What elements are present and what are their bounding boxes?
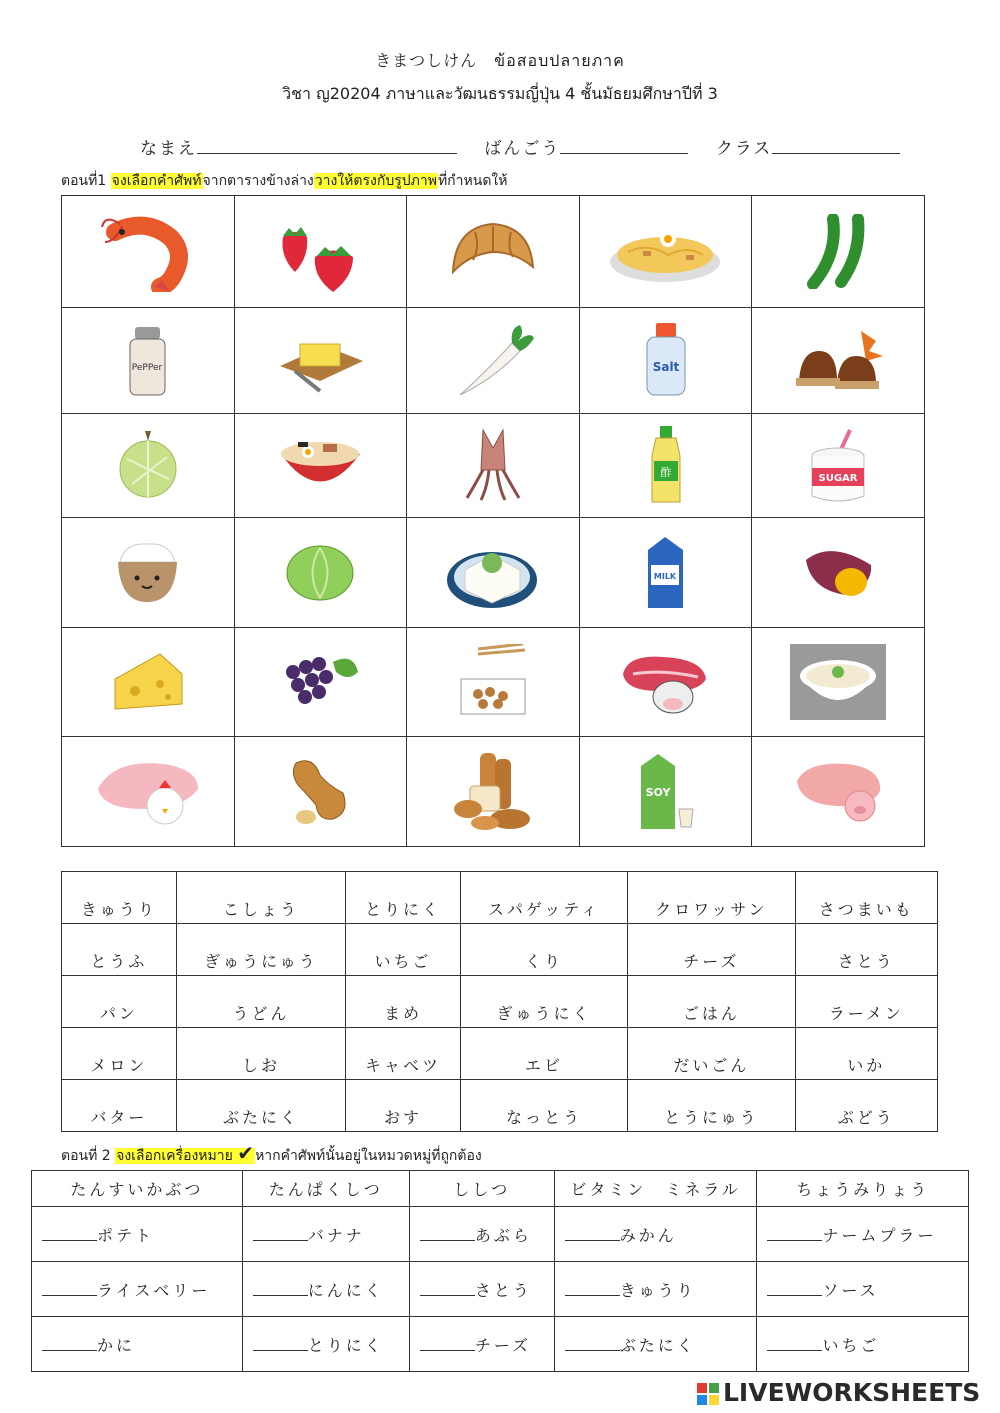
item-text: ナームプラー [822, 1225, 937, 1245]
soy-milk-icon [633, 751, 698, 831]
squid-icon [463, 428, 523, 503]
item-text: さとう [474, 1280, 532, 1300]
picture-cell[interactable] [62, 196, 235, 308]
word-cell[interactable]: さとう [795, 924, 937, 976]
category-header: ししつ [409, 1171, 554, 1207]
word-cell[interactable]: ごはん [628, 976, 796, 1028]
answer-blank[interactable] [253, 1281, 308, 1296]
picture-grid [61, 195, 925, 847]
picture-cell[interactable] [234, 196, 407, 308]
table-row [62, 924, 938, 976]
part1-prefix: ตอนที่1 [61, 173, 111, 189]
part2-highlight-text: จงเลือกเครื่องหมาย [116, 1148, 233, 1164]
picture-cell[interactable] [62, 517, 235, 627]
picture-cell[interactable] [234, 517, 407, 627]
picture-cell[interactable] [752, 517, 925, 627]
salt-label: Salt [652, 360, 679, 374]
table-row [62, 1028, 938, 1080]
student-info-row [140, 134, 920, 159]
answer-blank[interactable] [420, 1281, 475, 1296]
picture-cell[interactable] [579, 517, 752, 627]
picture-cell[interactable] [62, 308, 235, 413]
logo-text: LIVEWORKSHEETS [723, 1378, 981, 1407]
part2-prefix: ตอนที่ 2 [61, 1148, 116, 1164]
answer-blank[interactable] [253, 1336, 308, 1351]
vinegar-label: 酢 [660, 466, 672, 480]
grapes-icon [278, 652, 363, 712]
word-cell[interactable]: まめ [346, 976, 461, 1028]
category-item[interactable] [409, 1262, 554, 1317]
number-field[interactable] [560, 137, 688, 154]
picture-cell[interactable] [579, 413, 752, 517]
word-cell[interactable]: おす [346, 1080, 461, 1132]
category-item[interactable] [32, 1207, 243, 1262]
picture-cell[interactable] [234, 308, 407, 413]
item-text: かに [97, 1335, 136, 1355]
sugar-icon [808, 428, 868, 503]
item-text: きゅうり [619, 1280, 696, 1300]
table-row [32, 1262, 969, 1317]
answer-blank[interactable] [420, 1226, 475, 1241]
part1-highlight-2: วางให้ตรงกับรูปภาพ [314, 173, 437, 189]
category-item[interactable] [242, 1262, 409, 1317]
word-cell[interactable]: クロワッサン [628, 872, 796, 924]
picture-cell[interactable] [234, 628, 407, 736]
word-cell[interactable]: うどん [176, 976, 345, 1028]
croissant-icon [445, 212, 540, 292]
part1-instruction [61, 170, 507, 192]
milk-icon [643, 535, 688, 610]
soy-label: SOY [645, 786, 671, 800]
picture-cell[interactable] [407, 196, 580, 308]
word-cell[interactable]: ぎゅうにゅう [176, 924, 345, 976]
category-item[interactable] [242, 1207, 409, 1262]
liveworksheets-mark-icon [697, 1383, 719, 1405]
word-cell[interactable]: ぎゅうにく [460, 976, 627, 1028]
word-cell[interactable]: ラーメン [795, 976, 937, 1028]
class-label: クラス [715, 139, 773, 159]
word-cell[interactable]: だいごん [628, 1028, 796, 1080]
butter-icon [275, 326, 365, 396]
table-header-row [32, 1171, 969, 1207]
table-row [62, 976, 938, 1028]
chicken-icon [93, 754, 203, 829]
part1-highlight-1: จงเลือกคำศัพท์ [111, 173, 202, 189]
word-cell[interactable]: いか [795, 1028, 937, 1080]
pepper-icon [125, 325, 170, 397]
category-item[interactable] [554, 1262, 757, 1317]
liveworksheets-logo[interactable] [697, 1378, 980, 1407]
word-cell[interactable]: メロン [62, 1028, 177, 1080]
item-text: チーズ [474, 1335, 532, 1355]
page-title: きまつしけん ข้อสอบปลายภาค [375, 51, 625, 70]
answer-blank[interactable] [42, 1336, 97, 1351]
item-text: ライスベリー [97, 1280, 211, 1300]
picture-cell[interactable] [579, 308, 752, 413]
category-item[interactable] [409, 1317, 554, 1372]
category-item[interactable] [409, 1207, 554, 1262]
chestnut-icon [791, 326, 886, 396]
item-text: とりにく [307, 1335, 384, 1355]
daikon-icon [450, 323, 535, 398]
picture-cell[interactable] [752, 308, 925, 413]
sugar-label: SUGAR [818, 472, 858, 484]
word-cell[interactable]: パン [62, 976, 177, 1028]
category-header: たんすいかぶつ [32, 1171, 243, 1207]
word-cell[interactable]: しお [176, 1028, 345, 1080]
category-item[interactable] [757, 1207, 969, 1262]
pepper-label: PePPer [132, 362, 163, 373]
word-bank-table [61, 871, 938, 1132]
item-text: ソース [822, 1280, 879, 1300]
answer-blank[interactable] [253, 1226, 308, 1241]
word-cell[interactable]: とうにゅう [628, 1080, 796, 1132]
class-field[interactable] [772, 137, 900, 154]
picture-cell[interactable] [407, 517, 580, 627]
category-header: ちょうみりょう [757, 1171, 969, 1207]
picture-cell[interactable] [752, 628, 925, 736]
answer-blank[interactable] [42, 1226, 97, 1241]
cucumber-icon [803, 214, 873, 289]
category-item[interactable] [32, 1262, 243, 1317]
category-item[interactable] [554, 1207, 757, 1262]
category-table [31, 1170, 969, 1372]
word-cell[interactable]: いちご [346, 924, 461, 976]
sweet-potato-icon [801, 540, 876, 605]
category-header: たんぱくしつ [242, 1171, 409, 1207]
answer-blank[interactable] [767, 1226, 822, 1241]
item-text: バナナ [307, 1225, 365, 1245]
category-item[interactable] [757, 1317, 969, 1372]
name-label: なまえ [140, 139, 197, 159]
ramen-icon [278, 434, 363, 496]
picture-cell[interactable] [407, 308, 580, 413]
answer-blank[interactable] [767, 1336, 822, 1351]
item-text: にんにく [307, 1280, 384, 1300]
cabbage-icon [285, 543, 355, 603]
picture-cell[interactable] [579, 628, 752, 736]
picture-cell[interactable] [62, 413, 235, 517]
item-text: みかん [619, 1225, 677, 1245]
picture-cell[interactable] [407, 736, 580, 846]
word-cell[interactable]: さつまいも [795, 872, 937, 924]
category-item[interactable] [554, 1317, 757, 1372]
item-text: いちご [822, 1335, 880, 1355]
word-cell[interactable]: ぶたにく [176, 1080, 345, 1132]
beef-icon [618, 649, 713, 714]
part2-suffix: หากคำศัพท์นั้นอยู่ในหมวดหมู่ที่ถูกต้อง [255, 1148, 482, 1164]
word-cell[interactable]: チーズ [628, 924, 796, 976]
part2-highlight [115, 1141, 255, 1165]
table-row [62, 1080, 938, 1132]
category-item[interactable] [32, 1317, 243, 1372]
picture-cell[interactable] [62, 628, 235, 736]
part1-mid: จากตารางข้างล่าง [202, 173, 314, 189]
salt-icon [641, 323, 691, 398]
word-cell[interactable]: なっとう [460, 1080, 627, 1132]
melon-icon [117, 429, 179, 501]
word-cell[interactable]: エビ [460, 1028, 627, 1080]
word-cell[interactable]: きゅうり [62, 872, 177, 924]
category-item[interactable] [242, 1317, 409, 1372]
table-row [62, 872, 938, 924]
vinegar-icon [646, 426, 686, 504]
tofu-icon [445, 535, 540, 610]
word-cell[interactable]: スパゲッティ [460, 872, 627, 924]
milk-label: MILK [653, 572, 677, 582]
bread-icon [450, 751, 535, 831]
picture-cell[interactable] [62, 736, 235, 846]
word-cell[interactable]: ぶどう [795, 1080, 937, 1132]
picture-cell[interactable] [752, 413, 925, 517]
table-row [32, 1317, 969, 1372]
pork-icon [792, 756, 884, 826]
answer-blank[interactable] [565, 1226, 620, 1241]
item-text: ぶたにく [619, 1335, 696, 1355]
number-label: ばんごう [484, 139, 561, 159]
item-text: あぶら [474, 1225, 532, 1245]
word-cell[interactable]: くり [460, 924, 627, 976]
picture-cell[interactable] [407, 628, 580, 736]
answer-blank[interactable] [42, 1281, 97, 1296]
word-cell[interactable]: バター [62, 1080, 177, 1132]
answer-blank[interactable] [565, 1281, 620, 1296]
picture-cell[interactable] [752, 736, 925, 846]
answer-blank[interactable] [420, 1336, 475, 1351]
shrimp-icon [100, 212, 195, 292]
item-text: ポテト [97, 1225, 155, 1245]
category-header: ビタミン ミネラル [554, 1171, 757, 1207]
word-cell[interactable]: とりにく [346, 872, 461, 924]
answer-blank[interactable] [767, 1281, 822, 1296]
answer-blank[interactable] [565, 1336, 620, 1351]
word-cell[interactable]: こしょう [176, 872, 345, 924]
checkmark-icon: ✔ [237, 1141, 255, 1165]
peanut-icon [288, 755, 353, 827]
table-row [32, 1207, 969, 1262]
natto-icon [453, 644, 533, 719]
strawberry-icon [275, 212, 365, 292]
part1-suffix: ที่กำหนดให้ [437, 173, 508, 189]
word-cell[interactable]: キャベツ [346, 1028, 461, 1080]
picture-cell[interactable] [234, 736, 407, 846]
page-subtitle: วิชา ญ20204 ภาษาและวัฒนธรรมญี่ปุ่น 4 ชั้นมัธยมศึกษาปีที่ 3 [282, 84, 718, 103]
part2-instruction [61, 1141, 482, 1167]
picture-cell[interactable] [407, 413, 580, 517]
word-cell[interactable]: とうふ [62, 924, 177, 976]
name-field[interactable] [197, 137, 457, 154]
picture-cell[interactable] [234, 413, 407, 517]
rice-bowl-icon [115, 540, 180, 605]
cheese-icon [110, 649, 185, 714]
picture-cell[interactable] [579, 736, 752, 846]
spaghetti-icon [608, 217, 723, 287]
udon-icon [790, 644, 886, 720]
picture-cell[interactable] [579, 196, 752, 308]
picture-cell[interactable] [752, 196, 925, 308]
category-item[interactable] [757, 1262, 969, 1317]
